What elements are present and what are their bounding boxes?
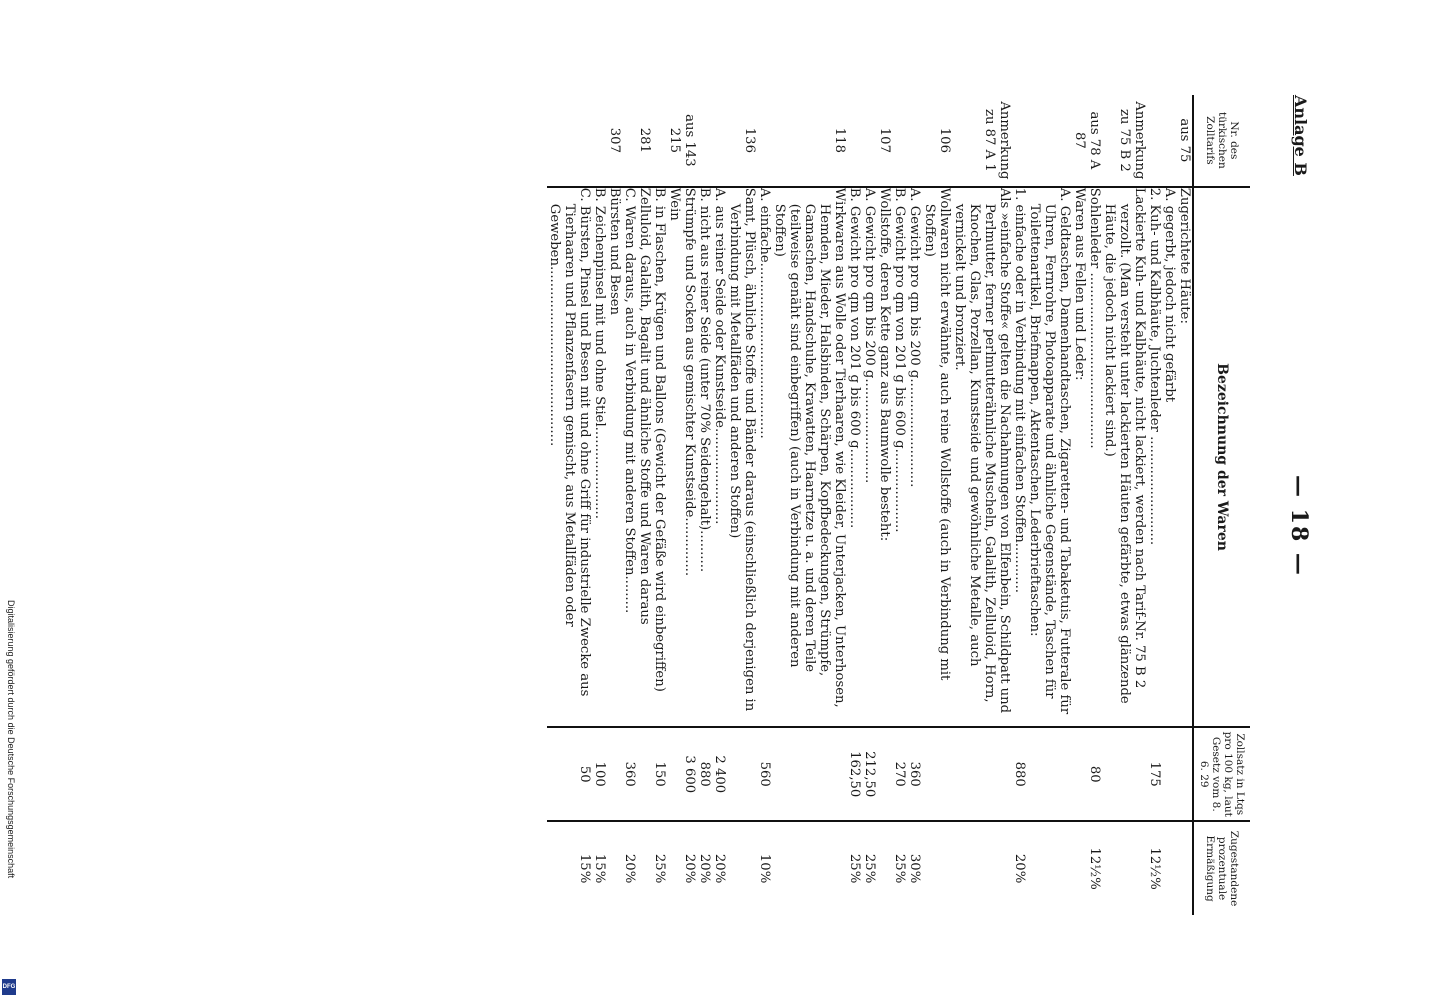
table-row <box>622 95 637 915</box>
table-row <box>592 95 607 915</box>
description-cell: B. Gewicht pro qm von 201 g bis 600 g.................... <box>892 187 907 728</box>
rate-cell: 880 <box>1012 727 1027 821</box>
table-row <box>907 95 922 915</box>
description-cell: Bürsten und Besen <box>607 187 622 728</box>
reduction-cell <box>1027 821 1072 915</box>
rate-cell: 360 <box>907 727 922 821</box>
rate-cell: 80 <box>1087 727 1102 821</box>
tariff-number-cell: 87 <box>1072 95 1087 187</box>
table-row <box>1012 95 1027 915</box>
table-row <box>727 95 757 915</box>
header-wares: Bezeichnung der Waren <box>1193 187 1250 728</box>
rate-cell: 360 <box>622 727 637 821</box>
reduction-cell: 10% <box>757 853 772 884</box>
description-cell: Als »einfache Stoffe« gelten die Nachahmungen von Elfenbein, Schildpatt und Perlmutter, ferner perlmutterähnliche Muscheln, Galalith, Zelluloid, Horn, Knochen, Glas, Porzellan, Kunstseide und gewöhnliche Metalle, auch vernickelt und bronziert. <box>952 187 1012 728</box>
tariff-number-cell: Anmerkung zu 75 B 2 <box>1102 95 1147 187</box>
rate-cell <box>877 727 892 821</box>
tariff-table <box>547 95 1250 915</box>
reduction-cell: 25% <box>862 853 877 884</box>
rate-cell <box>667 727 682 821</box>
tariff-number-cell: aus 75 <box>1177 95 1193 187</box>
table-row <box>772 95 847 915</box>
rate-cell: 2 400 <box>712 727 727 821</box>
header-tariff-number: Nr. des türkischen Zolltarifs <box>1193 95 1250 187</box>
page-number: — 18 — <box>1286 475 1312 577</box>
tariff-number-cell <box>892 95 907 187</box>
tariff-number-cell <box>862 95 877 187</box>
reduction-cell <box>877 821 892 915</box>
description-cell: A. aus reiner Seide oder Kunstseide....................... <box>712 187 727 728</box>
tariff-number-cell <box>712 95 727 187</box>
annex-label: Anlage B <box>1291 95 1310 176</box>
rate-cell: 212,50 <box>862 727 877 821</box>
table-row <box>757 95 772 915</box>
rate-cell <box>607 727 622 821</box>
reduction-cell <box>952 821 1012 915</box>
table-header-row <box>1193 95 1250 915</box>
rate-cell <box>637 727 652 821</box>
dfg-logo-icon: DFG <box>2 979 16 995</box>
reduction-cell <box>1102 821 1147 915</box>
tariff-number-cell: aus 78 A <box>1087 95 1102 187</box>
reduction-cell <box>667 821 682 915</box>
description-cell: Sohlenleder .......................................... <box>1087 187 1102 728</box>
table-row <box>682 95 697 915</box>
reduction-cell <box>607 821 622 915</box>
description-cell: B. Gewicht pro qm von 201 g bis 600 g................... <box>847 187 862 728</box>
reduction-cell: 20% <box>1012 853 1027 884</box>
digitization-text: Digitalisierung gefördert durch die Deutsche Forschungsgemeinschaft <box>6 600 16 879</box>
rate-cell: 175 <box>1147 727 1162 821</box>
reduction-cell: 20% <box>682 853 697 884</box>
table-row <box>667 95 682 915</box>
tariff-number-cell <box>1027 95 1072 187</box>
table-row <box>1102 95 1147 915</box>
digitization-note <box>2 600 16 995</box>
table-row <box>712 95 727 915</box>
tariff-number-cell: 136 <box>727 95 757 187</box>
reduction-cell <box>1072 821 1087 915</box>
description-cell: C. Waren daraus, auch in Verbindung mit anderen Stoffen......... <box>622 187 637 728</box>
rate-cell <box>1177 727 1193 821</box>
tariff-number-cell <box>652 95 667 187</box>
header-reduction: Zugestandene prozentuale Ermäßigung <box>1193 821 1250 915</box>
reduction-cell: 15% <box>577 853 592 884</box>
document-page <box>210 95 1312 915</box>
tariff-number-cell: 215 <box>667 95 682 187</box>
rate-cell <box>1072 727 1087 821</box>
description-cell: Wollwaren nicht erwähnte, auch reine Wollstoffe (auch in Verbindung mit Stoffen) <box>922 187 952 728</box>
description-cell: Samt, Plüsch, ähnliche Stoffe und Bänder daraus (einschließlich derjenigen in Verbindung mit Metallfäden und anderen Stoffen) <box>727 187 757 728</box>
rate-cell: 880 <box>697 727 712 821</box>
tariff-number-cell <box>1147 95 1162 187</box>
tariff-number-cell: aus 143 <box>682 95 697 187</box>
description-cell: 1. einfache oder in Verbindung mit einfachen Stoffen............ <box>1012 187 1027 728</box>
reduction-cell: 25% <box>652 853 667 884</box>
table-row <box>877 95 892 915</box>
reduction-cell: 15% <box>592 853 607 884</box>
description-cell: B. Zeichenpinsel mit und ohne Stiel...................... <box>592 187 607 728</box>
table-row <box>652 95 667 915</box>
tariff-number-cell <box>907 95 922 187</box>
description-cell: A. gegerbt, jedoch nicht gefärbt <box>1162 187 1177 728</box>
reduction-cell: 20% <box>697 853 712 884</box>
header-rate: Zollsatz in Ltqs pro 100 kg, laut Gesetz vom 8. 6. 29 <box>1193 727 1250 821</box>
table-row <box>952 95 1012 915</box>
page-header <box>1260 95 1320 915</box>
reduction-cell <box>922 821 952 915</box>
description-cell: B. in Flaschen, Krügen und Ballons (Gewicht der Gefäße wird einbegriffen) <box>652 187 667 728</box>
reduction-cell: 30% <box>907 853 922 884</box>
tariff-number-cell <box>592 95 607 187</box>
table-row <box>892 95 907 915</box>
tariff-number-cell: 307 <box>607 95 622 187</box>
description-cell: C. Bürsten, Pinsel und Besen mit und ohne Griff für industrielle Zwecke aus Tierhaaren und Pflanzenfasern gemischt, aus Metallfäden oder Geweben........................................... <box>547 187 592 728</box>
description-cell: Waren aus Fellen und Leder: <box>1072 187 1087 728</box>
description-cell: A. einfache.......................................... <box>757 187 772 728</box>
tariff-number-cell <box>1012 95 1027 187</box>
rate-cell: 270 <box>892 727 907 821</box>
tariff-number-cell: 281 <box>637 95 652 187</box>
description-cell: Wollstoffe, deren Kette ganz aus Baumwolle besteht: <box>877 187 892 728</box>
table-row <box>697 95 712 915</box>
tariff-number-cell <box>847 95 862 187</box>
description-cell: B. nicht aus reiner Seide (unter 70% Seidengehalt).......... <box>697 187 712 728</box>
description-cell: A. Gewicht pro qm bis 200 g.......................... <box>907 187 922 728</box>
reduction-cell: 25% <box>892 853 907 884</box>
reduction-cell: 20% <box>622 853 637 884</box>
reduction-cell: 25% <box>847 853 862 884</box>
description-cell: Wirkwaren aus Wolle oder Tierhaaren, wie Kleider, Unterjacken, Unterhosen, Hemden, Mieder, Halsbinden, Schärpen, Kopfbedeckungen, Strümpfe, Gamaschen, Handschuhe, Krawatten, Haarnetze u. a. und deren Teile (teilweise genäht sind einbegriffen) (auch in Verbindung mit anderen Stoffen) <box>772 187 847 728</box>
reduction-cell <box>772 821 847 915</box>
table-row <box>1147 95 1162 915</box>
reduction-cell: 20% <box>712 853 727 884</box>
rate-cell: 560 <box>757 727 772 821</box>
tariff-number-cell: 118 <box>772 95 847 187</box>
rate-cell <box>1027 727 1072 821</box>
table-row <box>862 95 877 915</box>
tariff-number-cell <box>757 95 772 187</box>
description-cell: Zugerichtete Häute: <box>1177 187 1193 728</box>
rate-cell <box>1162 727 1177 821</box>
rate-cell: 150 <box>652 727 667 821</box>
rate-cell: 50 <box>547 727 592 821</box>
table-row <box>1177 95 1193 915</box>
table-row <box>637 95 652 915</box>
description-cell: A. Gewicht pro qm bis 200 g......................... <box>862 187 877 728</box>
tariff-number-cell <box>697 95 712 187</box>
rate-cell: 100 <box>592 727 607 821</box>
table-row <box>1072 95 1087 915</box>
reduction-cell <box>1177 821 1193 915</box>
description-cell: Lackierte Kuh- und Kalbhäute, nicht lackiert, werden nach Tarif-Nr. 75 B 2 verzollt. (Man versteht unter lackierten Häuten gefärbte, etwas glänzende Häute, die jedoch nicht lackiert sind.) <box>1102 187 1147 728</box>
rate-cell <box>922 727 952 821</box>
table-row <box>1162 95 1177 915</box>
rate-cell: 162,50 <box>847 727 862 821</box>
description-cell: Wein <box>667 187 682 728</box>
rate-cell <box>772 727 847 821</box>
description-cell: Zelluloid, Galalith, Bagalit und ähnliche Stoffe und Waren daraus <box>637 187 652 728</box>
rate-cell <box>1102 727 1147 821</box>
reduction-cell <box>727 821 757 915</box>
rate-cell <box>727 727 757 821</box>
tariff-number-cell: 106 <box>922 95 952 187</box>
tariff-number-cell <box>1162 95 1177 187</box>
table-row <box>922 95 952 915</box>
table-row <box>547 95 592 915</box>
tariff-number-cell <box>622 95 637 187</box>
reduction-cell <box>1162 821 1177 915</box>
description-cell: Strümpfe und Socken aus gemischter Kunstseide.............. <box>682 187 697 728</box>
rate-cell: 3 600 <box>682 727 697 821</box>
table-row <box>607 95 622 915</box>
description-cell: 2. Kuh- und Kalbhäute, Juchtenleder .......................... <box>1147 187 1162 728</box>
reduction-cell: 12½% <box>1087 847 1102 890</box>
rate-cell <box>952 727 1012 821</box>
tariff-number-cell <box>547 95 592 187</box>
description-cell: A. Geldtaschen, Damenhandtaschen, Zigaretten- und Tabaketuis, Futterale für Uhren, Fernrohre, Photoapparate und ähnliche Gegenstände, Taschen für Toilettenartikel, Briefmappen, Aktentaschen, Lederbrieftaschen: <box>1027 187 1072 728</box>
table-row <box>1087 95 1102 915</box>
tariff-number-cell: 107 <box>877 95 892 187</box>
table-row <box>847 95 862 915</box>
reduction-cell: 12½% <box>1147 847 1162 890</box>
table-row <box>1027 95 1072 915</box>
reduction-cell <box>637 821 652 915</box>
tariff-number-cell: Anmerkung zu 87 A 1 <box>952 95 1012 187</box>
